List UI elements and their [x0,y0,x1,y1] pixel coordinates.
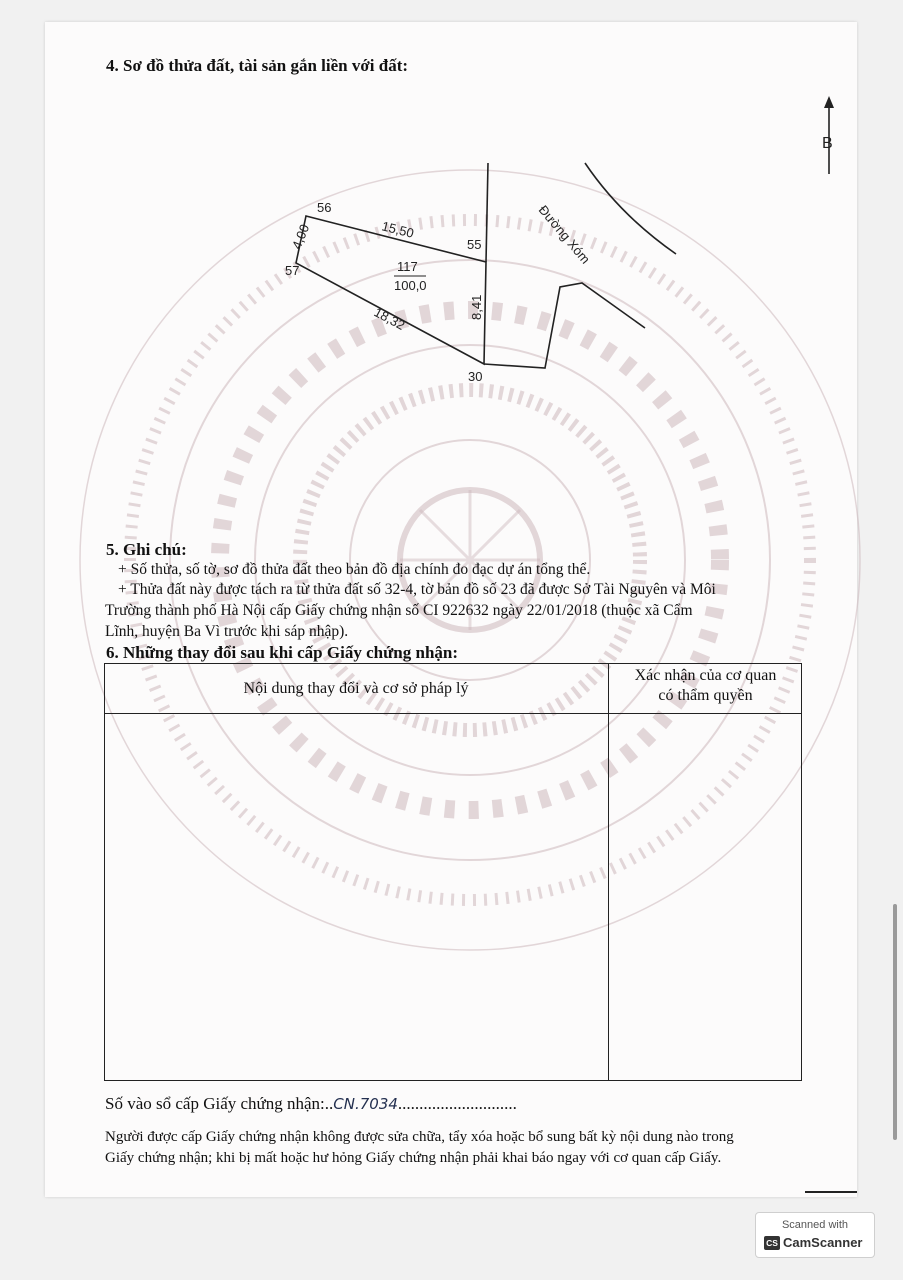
point-56-label: 56 [317,200,332,215]
parcel-number: 117 [397,259,418,274]
edge-55-30-length: 8,41 [469,294,484,320]
table-header-content: Nội dung thay đổi và cơ sở pháp lý [243,680,469,697]
neighbor-boundary-line [484,283,645,368]
table-header-divider [104,713,802,714]
point-55-label: 55 [467,237,482,252]
warning-line-2: Giấy chứng nhận; khi bị mất hoặc hư hỏng Giấy chứng nhận phải khai báo ngay với cơ quan cấp Giấy. [105,1150,722,1166]
table-header-authority-line-2: có thẩm quyền [658,687,753,704]
warning-text [105,1127,734,1169]
edge-57-30-length: 18,32 [371,304,408,333]
note-line-2: + Thửa đất này được tách ra từ thửa đất số 32-4, tờ bản đồ số 23 đã được Sở Tài Nguyên và Môi [118,581,716,598]
north-label: B [822,135,833,152]
note-line-4: Lĩnh, huyện Ba Vì trước khi sáp nhập). [105,623,349,640]
registry-number-handwritten: CN.7034 [333,1095,398,1113]
warning-line-1: Người được cấp Giấy chứng nhận không được sửa chữa, tẩy xóa hoặc bổ sung bất kỳ nội dung nào trong [105,1129,734,1145]
camscanner-badge [755,1212,875,1258]
edge-56-55-length: 15,50 [380,218,416,241]
section-6-title: 6. Những thay đổi sau khi cấp Giấy chứng nhận: [106,643,459,662]
parcel-area: 100,0 [394,278,427,293]
road-edge-line [585,163,676,254]
point-30-label: 30 [468,369,483,384]
table-header-authority-line-1: Xác nhận của cơ quan [634,667,777,684]
scanned-with-label: Scanned with [781,1219,849,1231]
scrollbar[interactable] [893,904,897,1140]
registry-leader-left: .. [324,1094,334,1113]
camscanner-logo-icon: CS [764,1236,780,1250]
changes-table [104,663,802,1081]
registry-label: Số vào sổ cấp Giấy chứng nhận: [105,1094,325,1113]
table-column-divider [608,663,609,1081]
edge-56-57-length: 4,00 [288,222,313,252]
section-5-title: 5. Ghi chú: [106,540,187,559]
parcel-boundary [296,216,486,364]
north-arrow-head [824,96,834,108]
footer-line [805,1191,857,1193]
road-label: Đường Xóm [535,202,594,267]
note-line-1: + Số thửa, số tờ, sơ đồ thửa đất theo bản đồ địa chính đo đạc dự án tổng thể. [118,561,591,578]
camscanner-name: CamScanner [783,1235,863,1250]
adjacent-boundary-line [486,163,488,262]
note-line-3: Trường thành phố Hà Nội cấp Giấy chứng nhận số CI 922632 ngày 22/01/2018 (thuộc xã Cẩm [105,602,693,619]
registry-leader-right: ............................ [397,1094,517,1113]
section-4-title: 4. Sơ đồ thửa đất, tài sản gắn liền với đất: [106,56,409,75]
registry-number-row [105,1094,517,1114]
point-57-label: 57 [285,263,300,278]
